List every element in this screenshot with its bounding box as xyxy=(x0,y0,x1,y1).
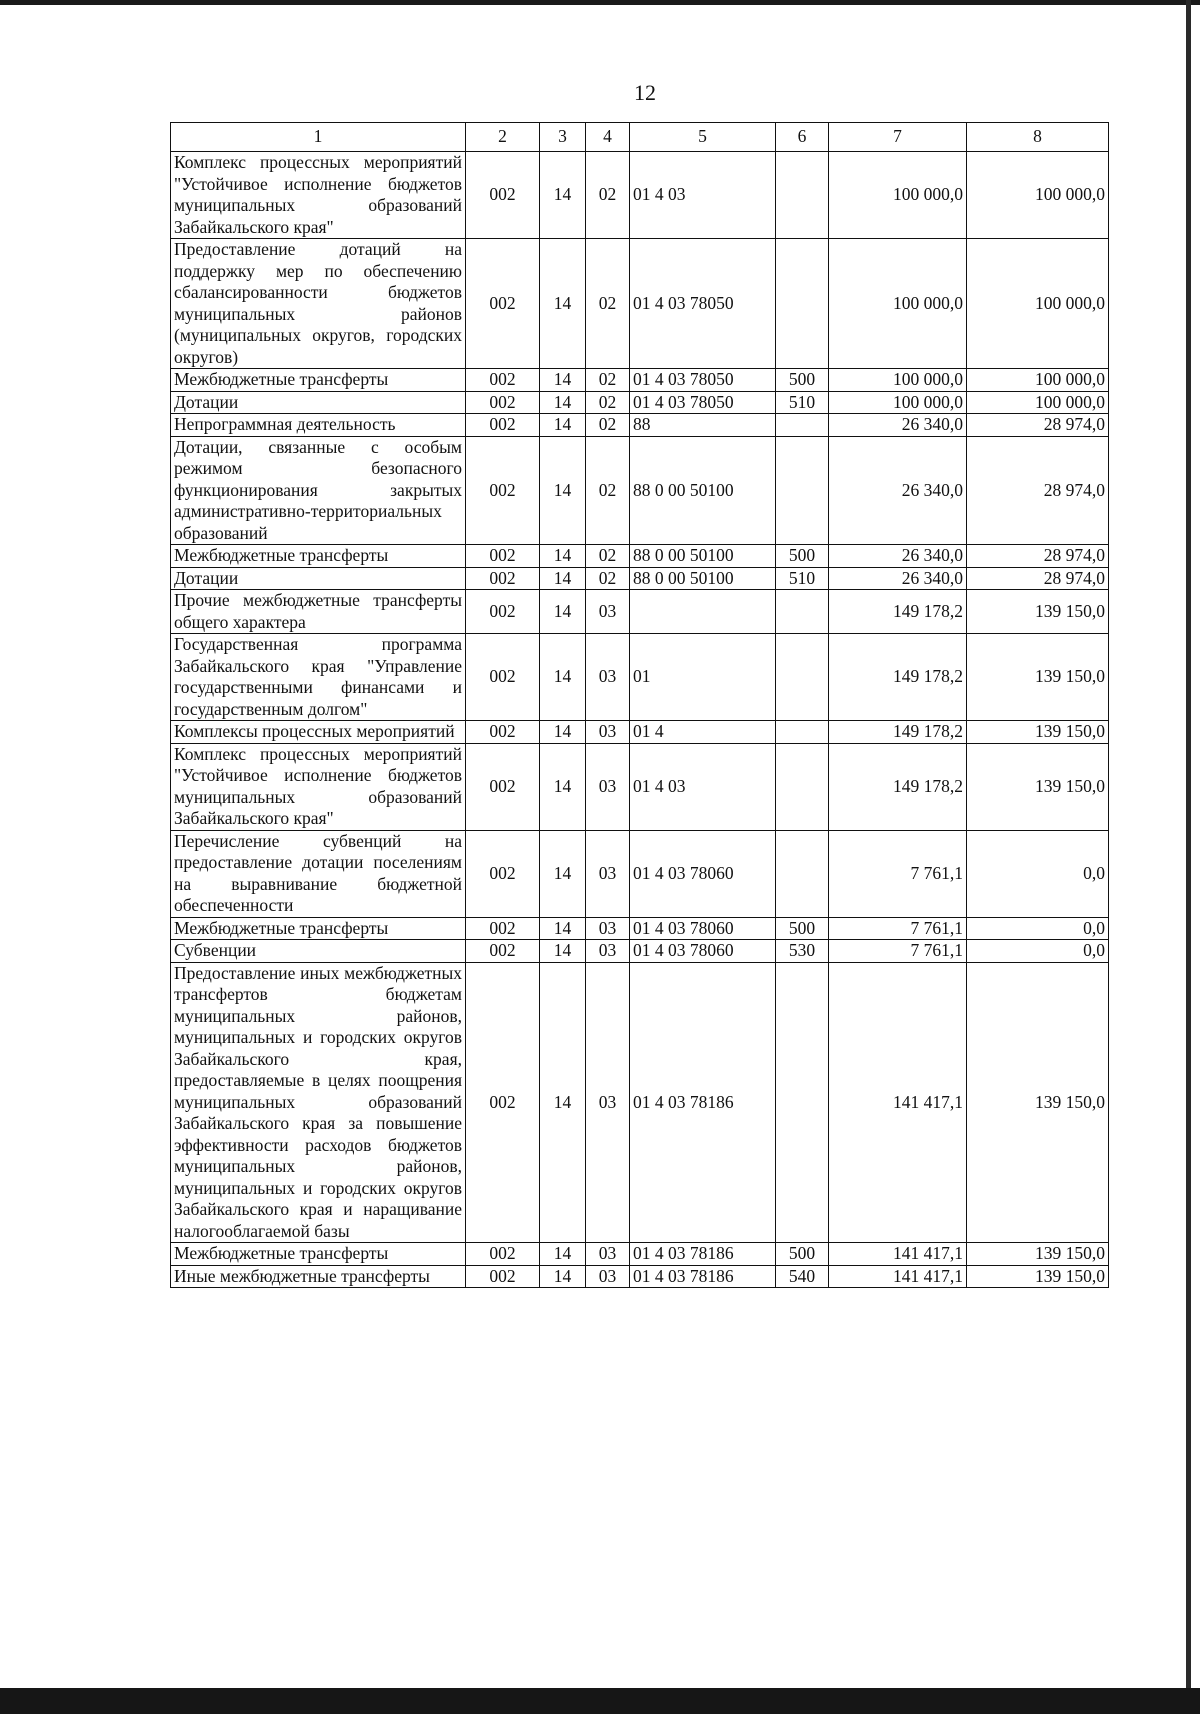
section-code: 14 xyxy=(540,369,586,392)
amount-col-7: 26 340,0 xyxy=(829,567,967,590)
amount-col-8: 0,0 xyxy=(967,917,1109,940)
target-code: 01 4 03 78060 xyxy=(630,830,776,917)
subsection-code: 03 xyxy=(586,830,630,917)
row-name: Государственная программа Забайкальского края "Управление государственными финансами и государственным долгом" xyxy=(171,634,466,721)
expense-type-code xyxy=(776,239,829,369)
amount-col-8: 139 150,0 xyxy=(967,743,1109,830)
subsection-code: 02 xyxy=(586,239,630,369)
table-row xyxy=(171,962,1109,1243)
header-cell-4: 4 xyxy=(586,123,630,152)
table-row xyxy=(171,369,1109,392)
row-name: Межбюджетные трансферты xyxy=(171,369,466,392)
table-row xyxy=(171,1265,1109,1288)
row-name: Прочие межбюджетные трансферты общего характера xyxy=(171,590,466,634)
target-code xyxy=(630,590,776,634)
table-row xyxy=(171,239,1109,369)
subsection-code: 03 xyxy=(586,634,630,721)
section-code: 14 xyxy=(540,545,586,568)
row-name: Межбюджетные трансферты xyxy=(171,917,466,940)
amount-col-8: 139 150,0 xyxy=(967,1265,1109,1288)
amount-col-8: 28 974,0 xyxy=(967,567,1109,590)
expense-type-code xyxy=(776,830,829,917)
subsection-code: 03 xyxy=(586,940,630,963)
subsection-code: 03 xyxy=(586,1265,630,1288)
table-row xyxy=(171,634,1109,721)
amount-col-7: 141 417,1 xyxy=(829,1265,967,1288)
section-code: 14 xyxy=(540,567,586,590)
section-code: 14 xyxy=(540,391,586,414)
amount-col-8: 100 000,0 xyxy=(967,369,1109,392)
table-row xyxy=(171,152,1109,239)
row-name: Непрограммная деятельность xyxy=(171,414,466,437)
row-name: Комплекс процессных мероприятий "Устойчивое исполнение бюджетов муниципальных образований Забайкальского края" xyxy=(171,152,466,239)
amount-col-8: 100 000,0 xyxy=(967,239,1109,369)
target-code: 01 4 03 78050 xyxy=(630,369,776,392)
subsection-code: 03 xyxy=(586,917,630,940)
amount-col-7: 141 417,1 xyxy=(829,962,967,1243)
table-row xyxy=(171,436,1109,545)
table-row xyxy=(171,743,1109,830)
subsection-code: 02 xyxy=(586,391,630,414)
expense-type-code xyxy=(776,436,829,545)
section-code: 14 xyxy=(540,743,586,830)
amount-col-7: 26 340,0 xyxy=(829,436,967,545)
admin-code: 002 xyxy=(466,391,540,414)
amount-col-7: 26 340,0 xyxy=(829,414,967,437)
expense-type-code: 500 xyxy=(776,545,829,568)
admin-code: 002 xyxy=(466,545,540,568)
subsection-code: 03 xyxy=(586,962,630,1243)
table-row xyxy=(171,414,1109,437)
target-code: 01 4 03 78186 xyxy=(630,1265,776,1288)
admin-code: 002 xyxy=(466,239,540,369)
row-name: Предоставление дотаций на поддержку мер по обеспечению сбалансированности бюджетов муниципальных районов (муниципальных округов, городских округов) xyxy=(171,239,466,369)
expense-type-code: 510 xyxy=(776,391,829,414)
section-code: 14 xyxy=(540,721,586,744)
section-code: 14 xyxy=(540,634,586,721)
header-cell-1: 1 xyxy=(171,123,466,152)
amount-col-8: 139 150,0 xyxy=(967,634,1109,721)
target-code: 01 4 03 78050 xyxy=(630,391,776,414)
target-code: 01 4 03 78060 xyxy=(630,940,776,963)
row-name: Комплекс процессных мероприятий "Устойчивое исполнение бюджетов муниципальных образований Забайкальского края" xyxy=(171,743,466,830)
expense-type-code xyxy=(776,634,829,721)
table-row xyxy=(171,590,1109,634)
admin-code: 002 xyxy=(466,962,540,1243)
expense-type-code: 500 xyxy=(776,369,829,392)
target-code: 88 xyxy=(630,414,776,437)
row-name: Предоставление иных межбюджетных трансфертов бюджетам муниципальных районов, муниципальных и городских округов Забайкальского края, предоставляемые в целях поощрения муниципальных образований Забайкальского края за повышение эффективности расходов бюджетов муниципальных районов, муниципальных и городских округов Забайкальского края и наращивание налогооблагаемой базы xyxy=(171,962,466,1243)
section-code: 14 xyxy=(540,436,586,545)
row-name: Межбюджетные трансферты xyxy=(171,545,466,568)
subsection-code: 02 xyxy=(586,369,630,392)
section-code: 14 xyxy=(540,590,586,634)
row-name: Дотации, связанные с особым режимом безопасного функционирования закрытых административно-территориальных образований xyxy=(171,436,466,545)
amount-col-7: 149 178,2 xyxy=(829,743,967,830)
expense-type-code xyxy=(776,590,829,634)
expense-type-code xyxy=(776,152,829,239)
amount-col-7: 7 761,1 xyxy=(829,940,967,963)
amount-col-8: 0,0 xyxy=(967,830,1109,917)
target-code: 01 4 03 78050 xyxy=(630,239,776,369)
budget-table xyxy=(170,122,1109,1288)
admin-code: 002 xyxy=(466,940,540,963)
amount-col-8: 139 150,0 xyxy=(967,962,1109,1243)
header-cell-6: 6 xyxy=(776,123,829,152)
admin-code: 002 xyxy=(466,634,540,721)
subsection-code: 02 xyxy=(586,545,630,568)
table-row xyxy=(171,940,1109,963)
admin-code: 002 xyxy=(466,567,540,590)
expense-type-code: 500 xyxy=(776,1243,829,1266)
header-cell-7: 7 xyxy=(829,123,967,152)
subsection-code: 03 xyxy=(586,1243,630,1266)
expense-type-code: 500 xyxy=(776,917,829,940)
row-name: Дотации xyxy=(171,391,466,414)
admin-code: 002 xyxy=(466,436,540,545)
amount-col-7: 149 178,2 xyxy=(829,721,967,744)
target-code: 01 4 03 78186 xyxy=(630,962,776,1243)
expense-type-code xyxy=(776,721,829,744)
table-row xyxy=(171,545,1109,568)
amount-col-8: 28 974,0 xyxy=(967,414,1109,437)
target-code: 01 4 xyxy=(630,721,776,744)
target-code: 88 0 00 50100 xyxy=(630,567,776,590)
row-name: Иные межбюджетные трансферты xyxy=(171,1265,466,1288)
table-row xyxy=(171,721,1109,744)
row-name: Субвенции xyxy=(171,940,466,963)
scan-edge-right xyxy=(1186,0,1191,1690)
page-number: 12 xyxy=(634,80,656,105)
scan-edge-top xyxy=(0,0,1200,5)
target-code: 88 0 00 50100 xyxy=(630,545,776,568)
admin-code: 002 xyxy=(466,830,540,917)
amount-col-8: 28 974,0 xyxy=(967,545,1109,568)
subsection-code: 03 xyxy=(586,590,630,634)
section-code: 14 xyxy=(540,917,586,940)
section-code: 14 xyxy=(540,962,586,1243)
amount-col-7: 7 761,1 xyxy=(829,917,967,940)
row-name: Дотации xyxy=(171,567,466,590)
amount-col-7: 100 000,0 xyxy=(829,391,967,414)
subsection-code: 02 xyxy=(586,567,630,590)
target-code: 88 0 00 50100 xyxy=(630,436,776,545)
target-code: 01 4 03 78060 xyxy=(630,917,776,940)
amount-col-7: 100 000,0 xyxy=(829,152,967,239)
section-code: 14 xyxy=(540,239,586,369)
section-code: 14 xyxy=(540,940,586,963)
target-code: 01 4 03 78186 xyxy=(630,1243,776,1266)
amount-col-8: 139 150,0 xyxy=(967,1243,1109,1266)
expense-type-code: 510 xyxy=(776,567,829,590)
target-code: 01 xyxy=(630,634,776,721)
scan-edge-bottom xyxy=(0,1688,1200,1714)
header-cell-5: 5 xyxy=(630,123,776,152)
amount-col-8: 100 000,0 xyxy=(967,391,1109,414)
subsection-code: 03 xyxy=(586,721,630,744)
table-row xyxy=(171,1243,1109,1266)
section-code: 14 xyxy=(540,1243,586,1266)
target-code: 01 4 03 xyxy=(630,743,776,830)
amount-col-8: 28 974,0 xyxy=(967,436,1109,545)
section-code: 14 xyxy=(540,830,586,917)
section-code: 14 xyxy=(540,152,586,239)
admin-code: 002 xyxy=(466,152,540,239)
section-code: 14 xyxy=(540,1265,586,1288)
amount-col-8: 139 150,0 xyxy=(967,721,1109,744)
amount-col-7: 100 000,0 xyxy=(829,369,967,392)
header-cell-2: 2 xyxy=(466,123,540,152)
admin-code: 002 xyxy=(466,1265,540,1288)
amount-col-7: 141 417,1 xyxy=(829,1243,967,1266)
amount-col-7: 7 761,1 xyxy=(829,830,967,917)
row-name: Перечисление субвенций на предоставление дотации поселениям на выравнивание бюджетной обеспеченности xyxy=(171,830,466,917)
table-row xyxy=(171,567,1109,590)
admin-code: 002 xyxy=(466,414,540,437)
subsection-code: 02 xyxy=(586,152,630,239)
expense-type-code: 540 xyxy=(776,1265,829,1288)
amount-col-7: 149 178,2 xyxy=(829,590,967,634)
table-row xyxy=(171,391,1109,414)
admin-code: 002 xyxy=(466,721,540,744)
amount-col-7: 149 178,2 xyxy=(829,634,967,721)
amount-col-8: 100 000,0 xyxy=(967,152,1109,239)
subsection-code: 03 xyxy=(586,743,630,830)
admin-code: 002 xyxy=(466,1243,540,1266)
admin-code: 002 xyxy=(466,369,540,392)
expense-type-code: 530 xyxy=(776,940,829,963)
amount-col-8: 0,0 xyxy=(967,940,1109,963)
expense-type-code xyxy=(776,414,829,437)
header-cell-3: 3 xyxy=(540,123,586,152)
amount-col-7: 100 000,0 xyxy=(829,239,967,369)
row-name: Межбюджетные трансферты xyxy=(171,1243,466,1266)
subsection-code: 02 xyxy=(586,436,630,545)
admin-code: 002 xyxy=(466,917,540,940)
header-row xyxy=(171,123,1109,152)
header-cell-8: 8 xyxy=(967,123,1109,152)
table-row xyxy=(171,830,1109,917)
subsection-code: 02 xyxy=(586,414,630,437)
row-name: Комплексы процессных мероприятий xyxy=(171,721,466,744)
amount-col-7: 26 340,0 xyxy=(829,545,967,568)
admin-code: 002 xyxy=(466,743,540,830)
section-code: 14 xyxy=(540,414,586,437)
expense-type-code xyxy=(776,743,829,830)
amount-col-8: 139 150,0 xyxy=(967,590,1109,634)
expense-type-code xyxy=(776,962,829,1243)
table-row xyxy=(171,917,1109,940)
admin-code: 002 xyxy=(466,590,540,634)
target-code: 01 4 03 xyxy=(630,152,776,239)
